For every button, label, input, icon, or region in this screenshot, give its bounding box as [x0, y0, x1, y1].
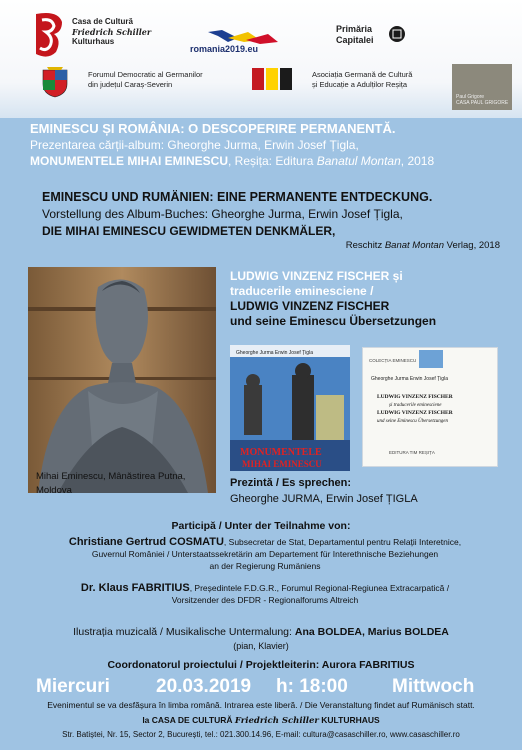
fischer-title: LUDWIG VINZENZ FISCHER și traducerile eminesciene / LUDWIG VINZENZ FISCHER und seine Eminescu Übersetzungen	[230, 269, 437, 328]
ro-title-line3: MONUMENTELE MIHAI EMINESCU, Reșița: Editura Banatul Montan, 2018	[30, 154, 435, 168]
asociatia-logo-icon	[250, 66, 294, 92]
casa-schiller-logo-icon	[28, 10, 68, 60]
asociatia-name: Asociația Germană de Cultură și Educație a Adulților Reșița	[312, 70, 413, 89]
book2-t2: și traducerile eminesciene	[389, 403, 442, 408]
book2-t4: und seine Eminescu Übersetzungen	[377, 419, 448, 424]
day-de: Mittwoch	[392, 676, 475, 697]
book1-authors: Gheorghe Jurma Erwin Josef Țigla	[236, 350, 313, 356]
book2-publisher: EDITURA TIM REȘIȚA	[389, 450, 435, 455]
de-title-line4: Reschitz Banat Montan Verlag, 2018	[345, 240, 500, 251]
primaria-name: Primăria Capitalei	[336, 24, 374, 45]
presenters: Prezintă / Es sprechen: Gheorghe JURMA, Erwin Josef ȚIGLA	[230, 477, 418, 505]
de-title-line3: DIE MIHAI EMINESCU GEWIDMETEN DENKMÄLER,	[42, 224, 336, 238]
de-title-line1: EMINESCU UND RUMÄNIEN: EINE PERMANENTE ENTDECKUNG.	[42, 190, 433, 204]
entry-note: Evenimentul se va desfășura în limba română. Intrarea este liberă. / Die Veranstaltung findet auf Rumänisch statt.	[47, 700, 475, 710]
participant-fabritius: Dr. Klaus FABRITIUS, Președintele F.D.G.R., Forumul Regional-Regiunea Extracarpatică / Vorsitzender des DFDR - Regionalforums Altreich	[80, 582, 450, 605]
eminescu-statue-photo	[28, 267, 216, 493]
project-coordinator: Coordonatorul proiectului / Projektleiterin: Aurora FABRITIUS	[107, 659, 415, 671]
book-cover-monumentele	[230, 345, 350, 471]
casa-schiller-name: Casa de Cultură Friedrich Schiller Kulturhaus	[72, 17, 152, 46]
event-date: 20.03.2019	[156, 676, 252, 697]
book1-title1: MONUMENTELE	[240, 447, 322, 458]
book1-title2: MIHAI EMINESCU	[242, 459, 322, 469]
footer-venue: la CASA DE CULTURĂ Friedrich Schiller KULTURHAUS	[142, 715, 380, 726]
event-date-row	[36, 676, 506, 698]
de-title-line2: Vorstellung des Album-Buches: Gheorghe Jurma, Erwin Josef Țigla,	[42, 207, 403, 221]
book-monumentele-image-icon	[230, 345, 350, 471]
ro-title-block	[30, 121, 510, 169]
day-ro: Miercuri	[36, 676, 110, 697]
statue-image-icon	[28, 267, 216, 493]
book-cover-fischer	[362, 347, 498, 467]
footer-address: Str. Batiștei, Nr. 15, Sector 2, București, tel.: 021.300.14.96, E-mail: cultura@casaschiller.ro, www.casaschiller.ro	[62, 730, 460, 739]
musical-illustration: Ilustrația muzicală / Musikalische Untermalung: Ana BOLDEA, Marius BOLDEA (pian, Klavier)	[73, 626, 449, 651]
book2-t3: LUDWIG VINZENZ FISCHER	[377, 410, 453, 416]
book2-authors: Gheorghe Jurma Erwin Josef Țigla	[371, 376, 448, 382]
photo-caption: Mihai Eminescu, Mânăstirea Putna, Moldova	[36, 471, 186, 496]
coat-of-arms-icon	[42, 66, 68, 98]
primaria-badge-icon	[388, 24, 406, 44]
book2-t1: LUDWIG VINZENZ FISCHER	[377, 394, 453, 400]
romania2019-label: romania2019.eu	[190, 44, 259, 54]
participants-heading: Participă / Unter der Teilnahme von:	[171, 520, 351, 532]
book2-series: COLECȚIA EMINESCU	[369, 358, 417, 363]
paul-badge-image: Paul Grigore CASA PAUL GRIGORE	[452, 64, 512, 110]
header-logos	[0, 0, 522, 118]
book-fischer-image-icon	[363, 348, 498, 467]
forum-name: Forumul Democratic al Germanilor din județul Caraș-Severin	[88, 70, 203, 89]
ro-title-line2: Prezentarea cărții-album: Gheorghe Jurma, Erwin Josef Țigla,	[30, 138, 359, 152]
ro-title-line1: EMINESCU ȘI ROMÂNIA: O DESCOPERIRE PERMANENTĂ.	[30, 121, 396, 136]
de-title-block	[42, 189, 502, 253]
participant-cosmatu: Christiane Gertrud COSMATU, Subsecretar de Stat, Departamentul pentru Relații Interetnice, Guvernul României / Unterstaatssekretärin am Departement für Interethnische Beziehungen an der Regierung Rumäniens	[68, 536, 462, 571]
event-time: h: 18:00	[276, 676, 348, 697]
